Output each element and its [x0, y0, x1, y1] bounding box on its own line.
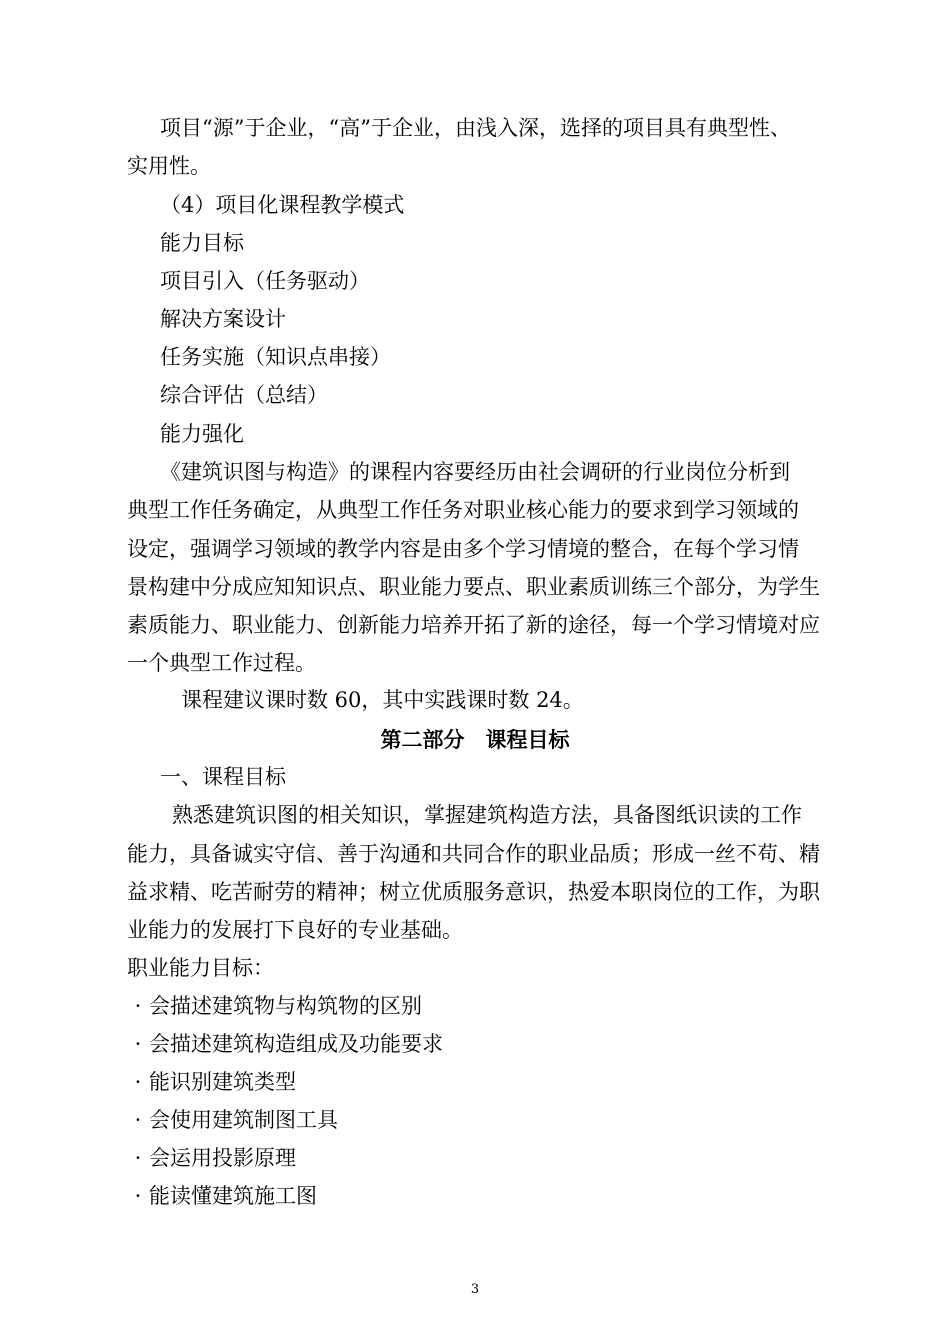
paragraph-line: 一个典型工作过程。: [127, 651, 316, 675]
paragraph-line: 设定，强调学习领域的教学内容是由多个学习情境的整合，在每个学习情: [127, 537, 799, 561]
list-item: [127, 1110, 338, 1131]
list-item: [127, 1072, 296, 1093]
list-item-text: 会描述建筑构造组成及功能要求: [149, 1032, 443, 1056]
paragraph-line: 熟悉建筑识图的相关知识，掌握建筑构造方法，具备图纸识读的工作: [172, 803, 802, 827]
paragraph-line: 《建筑识图与构造》的课程内容要经历由社会调研的行业岗位分析到: [160, 460, 790, 484]
teaching-step: 综合评估（总结）: [160, 383, 328, 407]
list-item-text: 会描述建筑物与构筑物的区别: [149, 994, 422, 1018]
list-item-text: 会运用投影原理: [149, 1146, 296, 1170]
teaching-step: 项目引入（任务驱动）: [160, 269, 370, 293]
paragraph-line: 益求精、吃苦耐劳的精神；树立优质服务意识，热爱本职岗位的工作，为职: [127, 880, 820, 904]
list-item-text: 能读懂建筑施工图: [149, 1184, 317, 1208]
paragraph-line: 能力，具备诚实守信、善于沟通和共同合作的职业品质；形成一丝不苟、精: [127, 842, 820, 866]
list-item: [127, 1034, 443, 1055]
bullet: ·: [134, 1032, 142, 1056]
bullet: ·: [134, 1146, 142, 1170]
paragraph-line: 项目“源”于企业，“高”于企业，由浅入深，选择的项目具有典型性、: [160, 116, 791, 140]
list-item: [127, 1186, 317, 1207]
list-item: [127, 996, 422, 1017]
bullet: ·: [134, 1070, 142, 1094]
bullet: ·: [134, 1108, 142, 1132]
list-item-text: 能识别建筑类型: [149, 1070, 296, 1094]
bullet: ·: [134, 1184, 142, 1208]
bullet: ·: [134, 994, 142, 1018]
teaching-step: 能力目标: [160, 231, 244, 255]
list-item: [127, 1148, 296, 1169]
course-hours: 课程建议课时数 60，其中实践课时数 24。: [181, 688, 584, 712]
teaching-step: 能力强化: [160, 422, 244, 446]
paragraph-line: 典型工作任务确定，从典型工作任务对职业核心能力的要求到学习领域的: [127, 498, 799, 522]
list-item-text: 会使用建筑制图工具: [149, 1108, 338, 1132]
teaching-model-title: （4）项目化课程教学模式: [160, 193, 405, 217]
ability-title: 职业能力目标：: [127, 956, 274, 980]
teaching-step: 解决方案设计: [160, 307, 286, 331]
paragraph-line: 业能力的发展打下良好的专业基础。: [127, 918, 463, 942]
paragraph-line: 景构建中分成应知知识点、职业能力要点、职业素质训练三个部分，为学生: [127, 575, 820, 599]
paragraph-line: 素质能力、职业能力、创新能力培养开拓了新的途径，每一个学习情境对应: [127, 613, 820, 637]
section-heading: 第二部分 课程目标: [380, 727, 570, 752]
teaching-step: 任务实施（知识点串接）: [160, 345, 391, 369]
subsection-heading: 一、课程目标: [160, 765, 286, 789]
page-number: 3: [470, 1282, 480, 1297]
paragraph-line: 实用性。: [127, 154, 211, 178]
